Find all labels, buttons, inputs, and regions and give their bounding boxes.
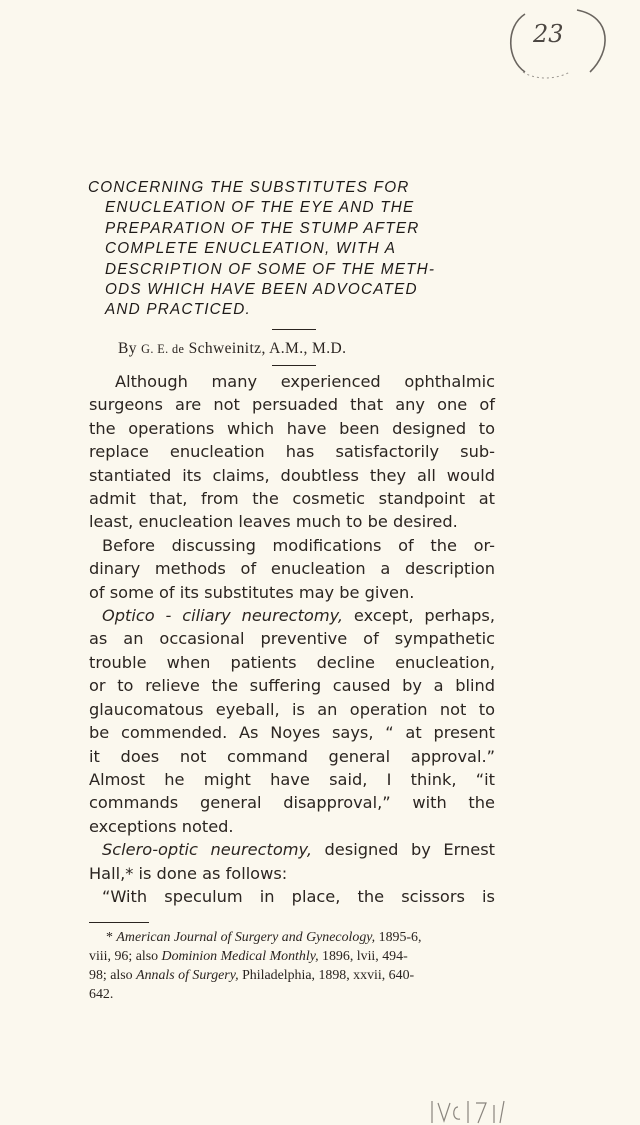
title-line: AND PRACTICED. [105,301,251,319]
text-line [89,604,495,627]
text-line: stantiated its claims, doubtless they all would [89,465,495,485]
text-line: least, enucleation leaves much to be desired. [89,512,458,532]
italic-term: Sclero-optic neurectomy, [102,840,312,860]
text-line: trouble when patients decline enucleation, [89,652,495,672]
footnote-marker: * [106,930,117,945]
text-line: or to relieve the suffering caused by a blind [89,676,495,696]
footnote-line [89,928,499,947]
text-line: dinary methods of enucleation a description [89,559,495,579]
byline-initials: G. E. de [141,342,185,356]
text-line: as an occasional preventive of sympathetic [89,629,495,649]
text-line: the operations which have been designed to [89,418,495,438]
text-line: be commended. As Noyes says, “ at present [89,723,495,743]
text-line: Almost he might have said, I think, “it [89,769,495,789]
byline-prefix: By [118,340,137,357]
text-line: it does not command general approval.” [89,746,495,766]
text-line: surgeons are not persuaded that any one of [89,395,495,415]
text-fragment: 1896, lvii, 494- [318,949,408,964]
author-byline [0,340,640,358]
text-line: replace enucleation has satisfactorily sub- [89,442,495,462]
text-fragment: 98; also [89,968,137,983]
footnote-divider [89,922,149,923]
article-body [89,370,495,908]
title-line: COMPLETE ENUCLEATION, WITH A [105,240,397,258]
text-fragment: 1895-6, [375,930,422,945]
text-fragment: designed by Ernest [311,840,495,860]
text-line: of some of its substitutes may be given. [89,582,415,602]
text-line: Although many experienced ophthalmic [115,372,495,391]
text-line: commands general disapproval,” with the [89,793,495,813]
paragraph [89,370,495,534]
text-line [89,838,495,861]
title-line: ENUCLEATION OF THE EYE AND THE [105,199,415,217]
footnote [89,928,499,1004]
journal-title: Dominion Medical Monthly, [161,949,319,964]
journal-title: Annals of Surgery, [136,968,239,983]
handwritten-page-number [495,2,615,82]
footnote-line [89,947,499,966]
text-fragment: except, perhaps, [343,606,496,626]
article-title [88,178,508,321]
pencil-scrawl [420,1095,540,1125]
paragraph [89,885,495,908]
byline-divider [272,365,316,366]
text-line: glaucomatous eyeball, is an operation not to [89,699,495,719]
paragraph [89,838,495,885]
text-line: Hall,* is done as follows: [89,863,288,883]
paragraph [89,534,495,604]
text-line: admit that, from the cosmetic standpoint at [89,489,495,509]
byline-surname: Schweinitz, [188,340,266,357]
journal-title: American Journal of Surgery and Gynecology, [116,930,376,945]
text-fragment: Philadelphia, 1898, xxvii, 640- [238,968,415,983]
title-line: CONCERNING THE SUBSTITUTES FOR [88,179,410,196]
italic-term: Optico - ciliary neurectomy, [102,606,344,626]
text-line: Before discussing modifications of the or- [102,535,495,555]
title-line: ODS WHICH HAVE BEEN ADVOCATED [105,281,418,299]
handwritten-number-text: 23 [533,20,564,48]
title-line: DESCRIPTION OF SOME OF THE METH- [105,260,436,278]
footnote-line [89,966,499,985]
byline-degrees: A.M., M.D. [269,340,347,357]
title-line: PREPARATION OF THE STUMP AFTER [105,219,420,237]
text-line: “With speculum in place, the scissors is [102,886,495,906]
text-line: exceptions noted. [89,816,234,836]
title-divider [272,329,316,330]
footnote-line: 642. [89,987,114,1002]
text-fragment: viii, 96; also [89,949,162,964]
paragraph [89,604,495,838]
